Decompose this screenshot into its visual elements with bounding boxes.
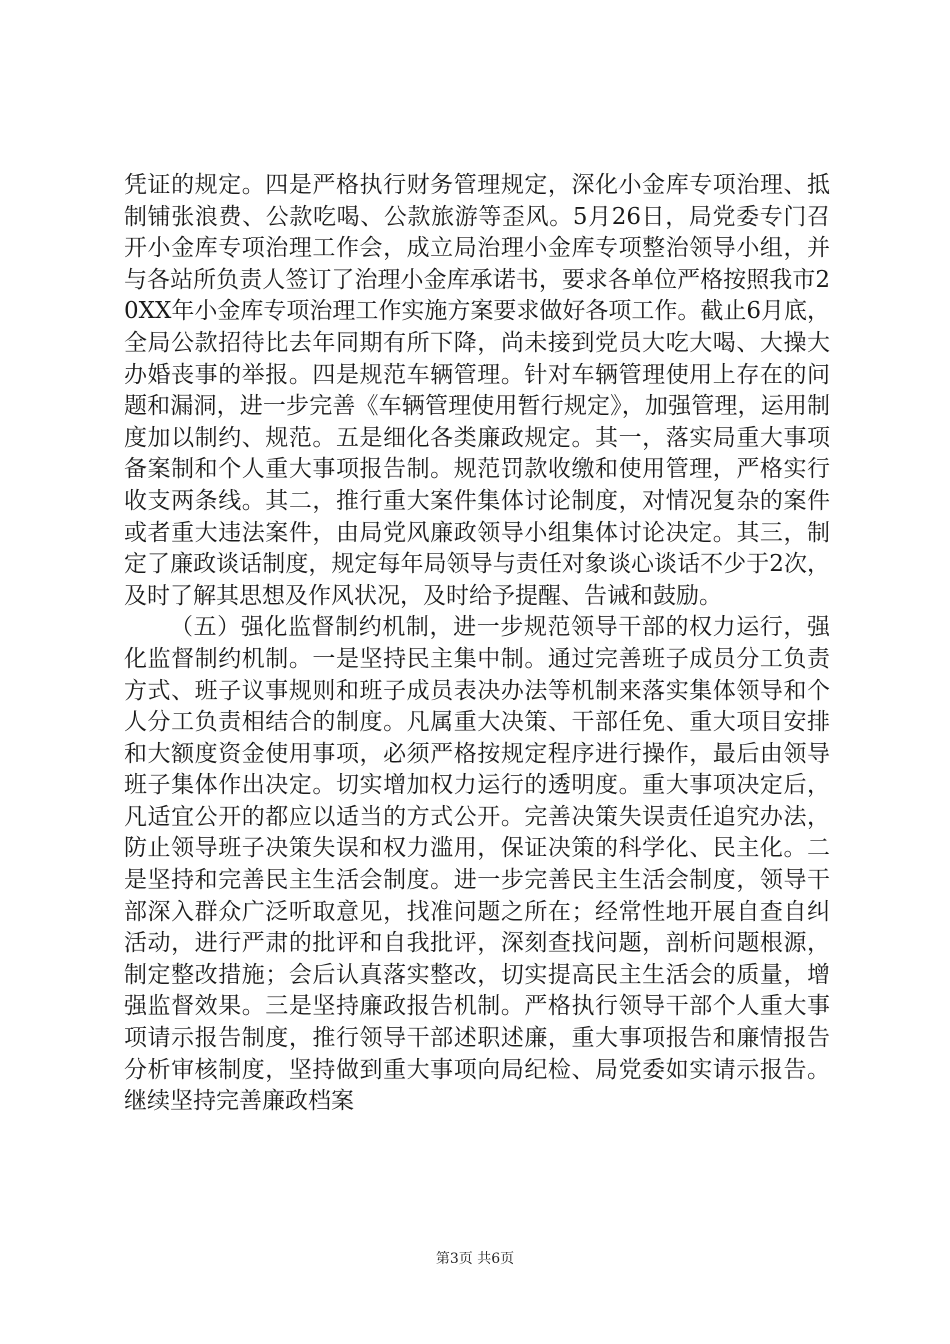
paragraph-2: （五）强化监督制约机制，进一步规范领导干部的权力运行，强化监督制约机制。一是坚持民主集中制。通过完善班子成员分工负责方式、班子议事规则和班子成员表决办法等机制来落实集体领导和个人分工负责相结合的制度。凡属重大决策、干部任免、重大项目安排和大额度资金使用事项，必须严格按规定程序进行操作，最后由领导班子集体作出决定。切实增加权力运行的透明度。重大事项决定后，凡适宜公开的都应以适当的方式公开。完善决策失误责任追究办法，防止领导班子决策失误和权力滥用，保证决策的科学化、民主化。二是坚持和完善民主生活会制度。进一步完善民主生活会制度，领导干部深入群众广泛听取意见，找准问题之所在；经常性地开展自查自纠活动，进行严肃的批评和自我批评，深刻查找问题，剖析问题根源，制定整改措施；会后认真落实整改，切实提高民主生活会的质量，增强监督效果。三是坚持廉政报告机制。严格执行领导干部个人重大事项请示报告制度，推行领导干部述职述廉，重大事项报告和廉情报告分析审核制度，坚持做到重大事项向局纪检、局党委如实请示报告。继续坚持完善廉政档案 [124,614,830,1115]
document-body [124,170,830,1118]
page-number-footer: 第3页 共6页 [435,1251,515,1267]
paragraph-1: 凭证的规定。四是严格执行财务管理规定，深化小金库专项治理、抵制铺张浪费、公款吃喝、公款旅游等歪风。5月26日，局党委专门召开小金库专项治理工作会，成立局治理小金库专项整治领导小组，并与各站所负责人签订了治理小金库承诺书，要求各单位严格按照我市20XX年小金库专项治理工作实施方案要求做好各项工作。截止6月底，全局公款招待比去年同期有所下降，尚未接到党员大吃大喝、大操大办婚丧事的举报。四是规范车辆管理。针对车辆管理使用上存在的问题和漏洞，进一步完善《车辆管理使用暂行规定》，加强管理，运用制度加以制约、规范。五是细化各类廉政规定。其一，落实局重大事项备案制和个人重大事项报告制。规范罚款收缴和使用管理，严格实行收支两条线。其二，推行重大案件集体讨论制度，对情况复杂的案件或者重大违法案件，由局党风廉政领导小组集体讨论决定。其三，制定了廉政谈话制度，规定每年局领导与责任对象谈心谈话不少于2次，及时了解其思想及作风状况，及时给予提醒、告诫和鼓励。 [124,172,831,609]
